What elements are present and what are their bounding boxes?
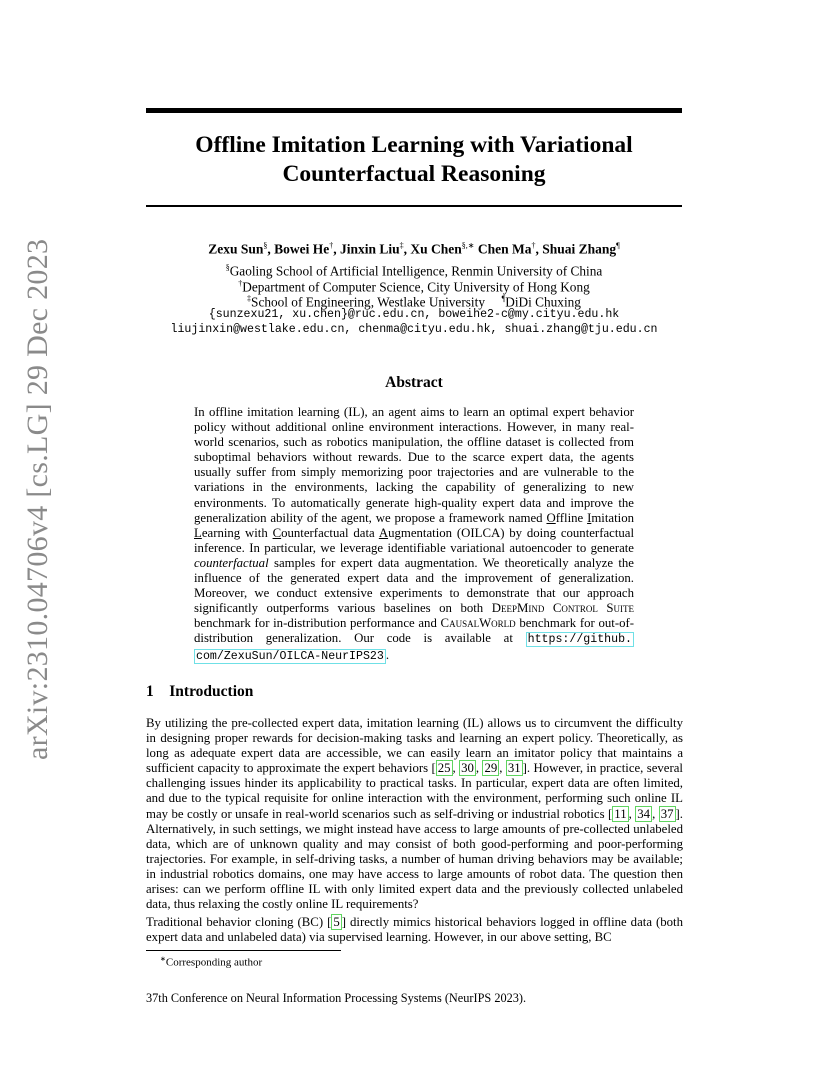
author-name: Xu Chen bbox=[410, 241, 462, 257]
acronym-letter: C bbox=[272, 525, 282, 540]
intro-text: ]. Alternatively, in such settings, we might instead have access to large amounts of pre-collected unlabeled data, which are of unknown quality and may consist of both good-performing and poor-performing trajectories. For example, in self-driving tasks, a number of human driving behaviors may be available; in industrial robotics domains, one may have access to large amounts of robot data. The question then arises: can we perform offline IL with only limited expert data and the previously collected unlabeled data, thus relaxing the costly online IL requirements? bbox=[146, 806, 683, 912]
title-top-rule bbox=[146, 108, 682, 113]
author-mark: ‡ bbox=[399, 241, 404, 250]
citation-link[interactable]: 30 bbox=[461, 761, 474, 776]
abstract-text: ounterfactual data bbox=[281, 525, 379, 540]
abstract-body bbox=[194, 405, 634, 664]
benchmark-name: CausalWorld bbox=[440, 616, 516, 631]
citation-link[interactable]: 11 bbox=[614, 806, 627, 821]
author-list: Zexu Sun§, Bowei He†, Jinxin Liu‡, Xu Chen§,∗ Chen Ma†, Shuai Zhang¶ bbox=[208, 241, 620, 257]
abstract-heading: Abstract bbox=[385, 374, 443, 391]
abstract-text: benchmark for out-of-distribution generalization. Our code is available at bbox=[194, 616, 635, 646]
citation-link[interactable]: 31 bbox=[507, 761, 521, 776]
intro-text: ]. However, in practice, several challenging issues hinder its applicability to practical tasks. In particular, expert data are often limited, and due to the typical requisite for online interaction with the environment, performing such online IL may be costly or unsafe in real-world scenarios such as self-driving or industrial robotics [ bbox=[146, 761, 683, 821]
email-line-2: liujinxin@westlake.edu.cn, chenma@cityu.edu.hk, shuai.zhang@tju.edu.cn bbox=[170, 323, 658, 336]
intro-paragraph: By utilizing the pre-collected expert data, imitation learning (IL) allows us to circumvent the difficulty in designing proper rewards for decision-making tasks and learning an expert policy. Theoretically, as long as adequate expert data are accessible, we can easily learn an imitator policy that maintains a sufficient capacity to approximate the expert behaviors [ 25 , 30 , 29 , 31 ]. However, in practice, several challenging issues hinder its applicability to practical tasks. In particular, expert data are often limited, and due to the typical requisite for online interaction with the environment, performing such online IL may be costly or unsafe in real-world scenarios such as self-driving or industrial robotics [ 11 , 34 , 37 ]. Alternatively, in such settings, we might instead have access to large amounts of pre-collected unlabeled data, which are of unknown quality and may consist of both good-performing and poor-performing trajectories. For example, in self-driving tasks, a number of human driving behaviors may be available; in industrial robotics domains, one may have access to large amounts of robot data. The question then arises: can we perform offline IL with only limited expert data and the previously collected unlabeled data, thus relaxing the costly online IL requirements? bbox=[146, 716, 683, 912]
affiliation-mark: † bbox=[238, 279, 243, 288]
intro-paragraph bbox=[146, 915, 683, 945]
paper-title bbox=[146, 131, 682, 189]
footnote-mark: ∗ bbox=[160, 955, 166, 963]
email-line-1: {sunzexu21, xu.chen}@ruc.edu.cn, boweihe2-c@my.cityu.edu.hk bbox=[208, 308, 620, 321]
affiliation-text: School of Engineering, Westlake University bbox=[251, 294, 485, 310]
footnote-rule bbox=[146, 950, 341, 951]
title-bottom-rule bbox=[146, 205, 682, 207]
title-line-2: Counterfactual Reasoning bbox=[282, 161, 546, 187]
author-mark: § bbox=[263, 241, 268, 250]
affiliation-text: DiDi Chuxing bbox=[505, 294, 581, 310]
intro-text: By utilizing the pre-collected expert data, imitation learning (IL) allows us to circumvent the difficulty in designing proper rewards for decision-making tasks and learning an expert policy. Theoretically, as long as adequate expert data are accessible, we can easily learn an imitator policy that maintains a sufficient capacity to approximate the expert behaviors [ bbox=[146, 716, 683, 776]
code-url-link[interactable]: https://github. bbox=[527, 633, 632, 647]
acronym-letter: O bbox=[546, 510, 556, 525]
abstract-text: (OILCA) by doing counterfactual inference. In particular, we leverage identifiable variational autoencoder to generate bbox=[194, 525, 635, 555]
author-mark: ¶ bbox=[616, 241, 620, 250]
acronym-letter: I bbox=[587, 510, 592, 525]
section-number: 1 bbox=[146, 683, 154, 700]
title-line-1: Offline Imitation Learning with Variational bbox=[195, 132, 633, 158]
abstract-text: benchmark for in-distribution performance and bbox=[194, 616, 441, 631]
abstract-text: In offline imitation learning (IL), an agent aims to learn an optimal expert behavior policy without additional online environment interactions. However, in many real-world scenarios, such as robotics manipulation, the offline dataset is collected from suboptimal behaviors without rewards. Due to the scarce expert data, the agents usually suffer from simply memorizing poor trajectories and are vulnerable to the variations in the environments, lacking the capability of generalizing to new environments. To automatically generate high-quality expert data and improve the generalization ability of the agent, we propose a framework named bbox=[194, 405, 634, 525]
affiliation-mark: ¶ bbox=[501, 294, 506, 303]
abstract-text: ugmentation bbox=[388, 525, 453, 540]
affiliation-text: Department of Computer Science, City University of Hong Kong bbox=[242, 279, 590, 295]
acronym-letter: L bbox=[194, 525, 202, 540]
abstract-text: earning with bbox=[201, 525, 273, 540]
venue-note: 37th Conference on Neural Information Processing Systems (NeurIPS 2023). bbox=[146, 991, 527, 1005]
abstract-paragraph bbox=[194, 405, 634, 664]
benchmark-name: DeepMind Control Suite bbox=[491, 601, 634, 616]
author-name: Zexu Sun bbox=[208, 241, 264, 257]
citation-link[interactable]: 5 bbox=[333, 915, 340, 929]
abstract-text: ffline bbox=[555, 510, 588, 525]
intro-paragraph-2 bbox=[146, 915, 683, 945]
citation-link[interactable]: 34 bbox=[637, 806, 651, 821]
intro-text: Traditional behavior cloning (BC) [ bbox=[146, 915, 332, 929]
author-mark: † bbox=[531, 241, 536, 250]
footnote bbox=[160, 955, 262, 969]
abstract-text: mitation bbox=[591, 510, 634, 525]
intro-text: ] directly mimics historical behaviors logged in offline data (both expert data and unlabeled data) via supervised learning. However, in our above setting, BC bbox=[146, 915, 683, 945]
affiliation-mark: § bbox=[225, 263, 230, 272]
abstract-text: samples for expert data augmentation. We theoretically analyze the influence of the generated expert data and the improvement of generalization. Moreover, we conduct extensive experiments to demonstrate that our approach significantly outperforms various baselines on both bbox=[194, 555, 634, 616]
author-mark: † bbox=[329, 241, 334, 250]
author-name: Shuai Zhang bbox=[542, 241, 617, 257]
section-title: Introduction bbox=[169, 683, 254, 700]
citation-link[interactable]: 29 bbox=[484, 761, 498, 776]
acronym-letter: A bbox=[378, 525, 389, 540]
code-url-link[interactable]: com/ZexuSun/OILCA-NeurIPS23 bbox=[196, 649, 384, 663]
author-name: Chen Ma bbox=[477, 241, 532, 257]
citation-link[interactable]: 25 bbox=[437, 761, 451, 776]
citation-link[interactable]: 37 bbox=[660, 806, 674, 821]
abstract-emphasis: counterfactual bbox=[194, 555, 269, 570]
intro-heading bbox=[146, 683, 253, 701]
abstract-text: . bbox=[385, 647, 390, 662]
arxiv-stamp: arXiv:2310.04706v4 [cs.LG] 29 Dec 2023 bbox=[21, 238, 54, 760]
affiliation-text: Gaoling School of Artificial Intelligence, Renmin University of China bbox=[229, 263, 603, 279]
author-name: Bowei He bbox=[274, 241, 330, 257]
footnote-text: Corresponding author bbox=[165, 956, 263, 969]
intro-paragraph-1 bbox=[146, 716, 683, 912]
author-mark: §,∗ bbox=[461, 241, 475, 250]
author-name: Jinxin Liu bbox=[339, 241, 400, 257]
affiliation-mark: ‡ bbox=[247, 294, 252, 303]
